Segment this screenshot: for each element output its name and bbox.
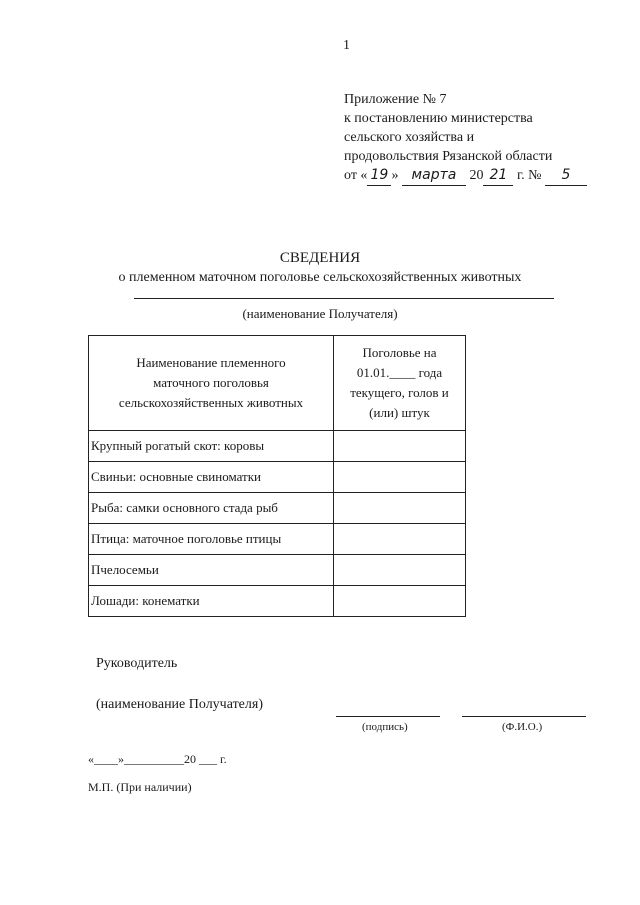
recipient-name-line	[134, 298, 554, 299]
date-mid: »	[391, 168, 399, 183]
table-row	[89, 524, 466, 555]
date-prefix: от «	[344, 168, 368, 183]
number-label: г. №	[513, 168, 545, 183]
appendix-header	[344, 90, 587, 186]
appendix-line-2: к постановлению министерства	[344, 111, 533, 126]
row-value-cell	[334, 431, 466, 462]
document-subtitle: о племенном маточном поголовье сельскохозяйственных животных	[118, 270, 522, 285]
table-row	[89, 555, 466, 586]
recipient-caption: (наименование Получателя)	[242, 306, 398, 321]
appendix-line-3: сельского хозяйства и	[344, 130, 475, 145]
fio-caption: (Ф.И.О.)	[502, 721, 543, 733]
table-row	[89, 462, 466, 493]
header-cell-name: Наименование племенного маточного поголовья сельскохозяйственных животных	[89, 336, 334, 431]
livestock-table	[88, 335, 466, 617]
document-title: СВЕДЕНИЯ	[279, 250, 361, 266]
table-row	[89, 493, 466, 524]
stamp-label: М.П. (При наличии)	[88, 780, 192, 794]
appendix-line-4: продовольствия Рязанской области	[344, 149, 553, 164]
fio-line	[462, 716, 586, 717]
footer-recipient-caption: (наименование Получателя)	[96, 697, 263, 712]
row-name-cell: Крупный рогатый скот: коровы	[89, 431, 334, 462]
handwritten-number: 5	[545, 166, 587, 186]
page-number: 1	[343, 38, 350, 53]
handwritten-month: марта	[402, 166, 466, 186]
handwritten-day: 19	[367, 166, 391, 186]
appendix-title: Приложение № 7	[344, 92, 447, 107]
table-row	[89, 586, 466, 617]
row-value-cell	[334, 524, 466, 555]
year-prefix: 20	[469, 168, 484, 183]
row-name-cell: Пчелосемьи	[89, 555, 334, 586]
header-cell-count: Поголовье на 01.01.____ года текущего, голов и (или) штук	[334, 336, 466, 431]
date-template: «____»__________20 ___ г.	[88, 752, 227, 766]
leader-label: Руководитель	[96, 656, 178, 671]
signature-caption: (подпись)	[362, 721, 408, 733]
row-name-cell: Свиньи: основные свиноматки	[89, 462, 334, 493]
row-name-cell: Лошади: конематки	[89, 586, 334, 617]
row-value-cell	[334, 586, 466, 617]
row-value-cell	[334, 555, 466, 586]
row-name-cell: Птица: маточное поголовье птицы	[89, 524, 334, 555]
signature-line	[336, 716, 440, 717]
handwritten-year: 21	[483, 166, 513, 186]
row-name-cell: Рыба: самки основного стада рыб	[89, 493, 334, 524]
appendix-date-line	[344, 166, 587, 186]
table-header-row	[89, 336, 466, 431]
row-value-cell	[334, 493, 466, 524]
table-row	[89, 431, 466, 462]
row-value-cell	[334, 462, 466, 493]
